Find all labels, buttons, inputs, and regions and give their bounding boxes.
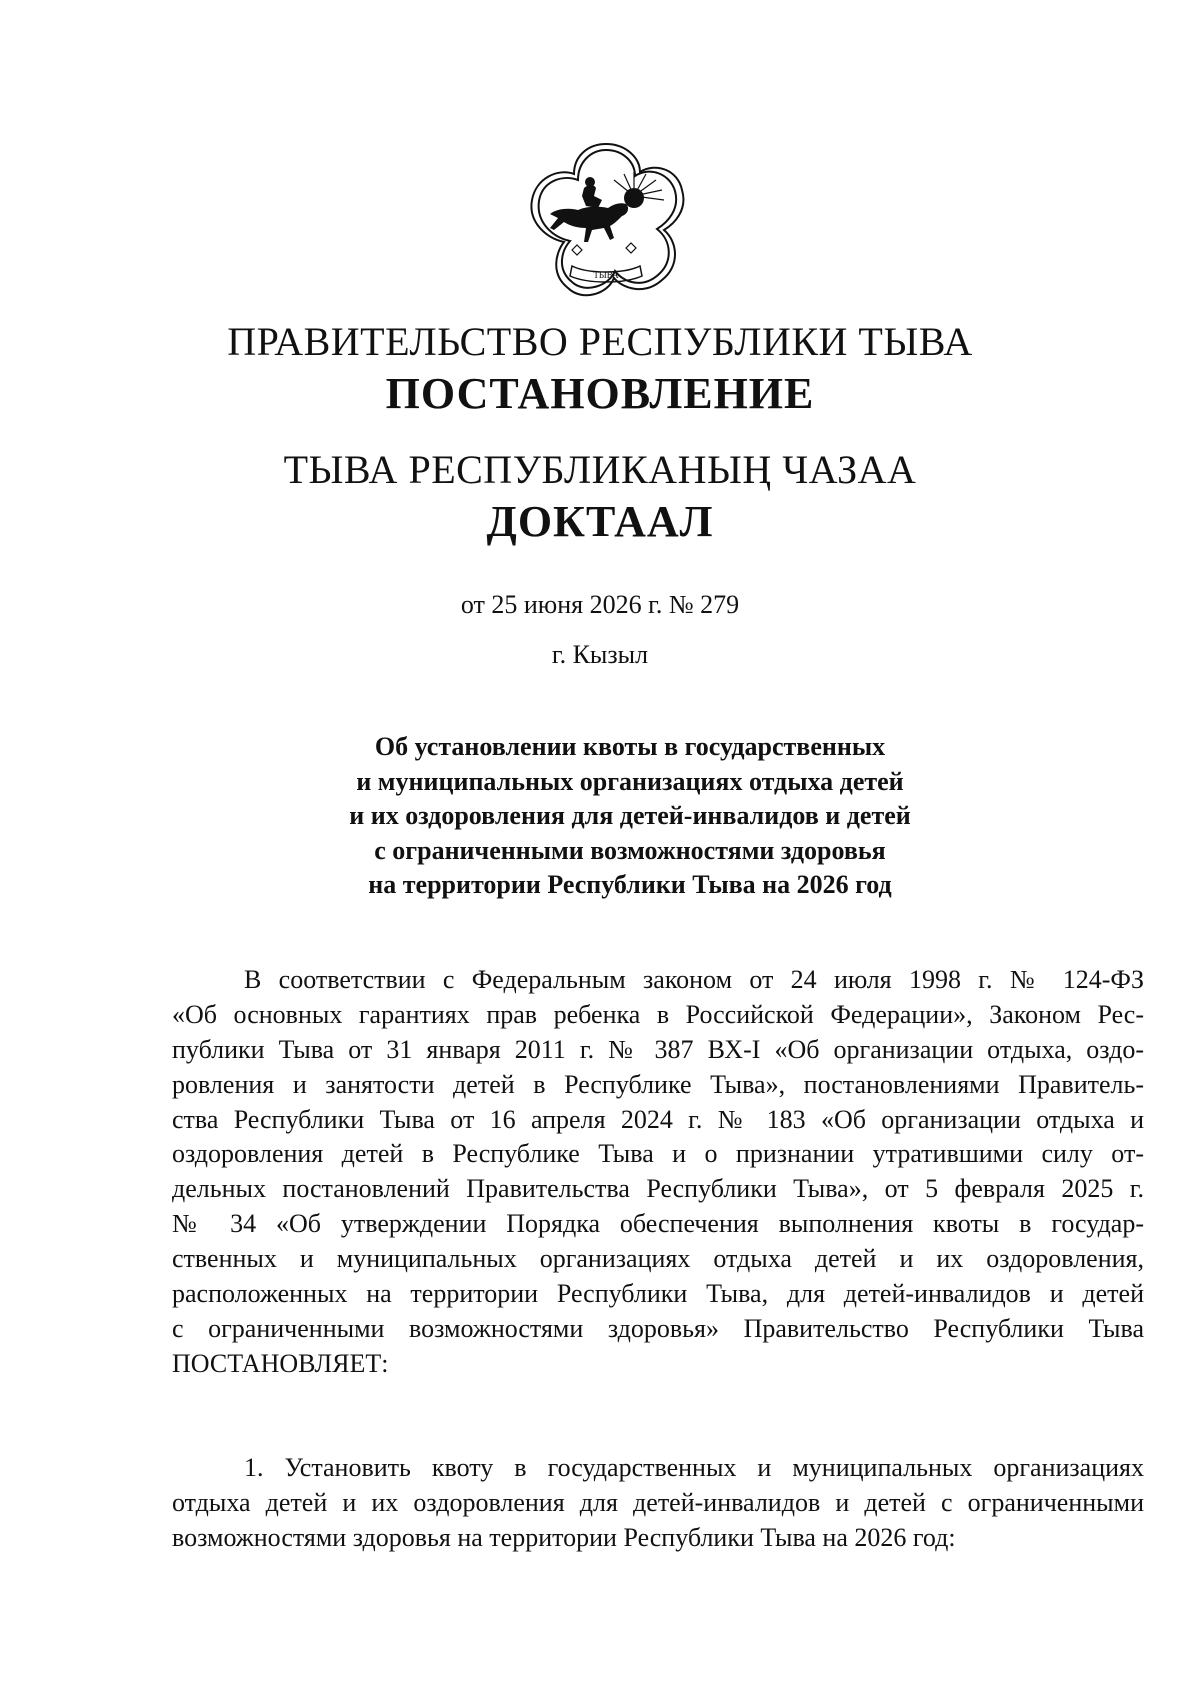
paragraph-line: возможностями здоровья на территории Республики Тыва на 2026 год: — [172, 1522, 956, 1552]
title-line: с ограниченными возможностями здоровья — [374, 835, 886, 865]
paragraph-line: ровления и занятости детей в Республике Тыва», постановлениями Правитель- — [172, 1069, 1144, 1099]
paragraph-line: оздоровления детей в Республике Тыва и о признании утратившими силу от- — [172, 1139, 1144, 1169]
title-line: на территории Республики Тыва на 2026 год — [368, 870, 892, 899]
paragraph-line: «Об основных гарантиях прав ребенка в Российской Федерации», Законом Рес- — [172, 999, 1144, 1029]
emblem-ribbon-text: ТЫВА — [593, 270, 619, 280]
coat-of-arms-of-tuva-icon — [522, 138, 690, 306]
paragraph-line: расположенных на территории Республики Тыва, для детей-инвалидов и детей — [172, 1279, 1144, 1309]
paragraph-line: 1. Установить квоту в государственных и муниципальных организациях — [244, 1453, 1144, 1482]
paragraph-line: В соответствии с Федеральным законом от 24 июля 1998 г. № 124-ФЗ — [244, 965, 1144, 994]
paragraph-line: ственных и муниципальных организациях отдыха детей и их оздоровления, — [172, 1244, 1144, 1274]
paragraph-line: публики Тыва от 31 января 2011 г. № 387 ВХ-I «Об организации отдыха, оздо- — [172, 1034, 1144, 1064]
date-and-number: от 25 июня 2026 г. № 279 — [460, 590, 740, 619]
document-title — [300, 730, 960, 903]
paragraph-line: ства Республики Тыва от 16 апреля 2024 г. № 183 «Об организации отдыха и — [172, 1104, 1144, 1134]
paragraph-line: с ограниченными возможностями здоровья» Правительство Республики Тыва — [172, 1313, 1144, 1343]
preamble-paragraph — [172, 963, 1144, 1382]
document-type-ru: ПОСТАНОВЛЕНИЕ — [385, 369, 815, 418]
title-line: и муниципальных организациях отдыха детей — [356, 766, 904, 796]
paragraph-line: дельных постановлений Правительства Республики Тыва», от 5 февраля 2025 г. — [172, 1174, 1144, 1204]
title-line: и их оздоровления для детей-инвалидов и детей — [349, 801, 911, 830]
item-1-paragraph — [172, 1451, 1144, 1556]
organization-name-tyv: ТЫВА РЕСПУБЛИКАНЫҢ ЧАЗАА — [283, 447, 917, 492]
organization-name-ru: ПРАВИТЕЛЬСТВО РЕСПУБЛИКИ ТЫВА — [227, 319, 973, 364]
document-type-tyv: ДОКТААЛ — [486, 497, 714, 546]
paragraph-line: отдыха детей и их оздоровления для детей-инвалидов и детей с ограниченными — [172, 1487, 1144, 1517]
city: г. Кызыл — [551, 640, 649, 669]
paragraph-line: ПОСТАНОВЛЯЕТ: — [172, 1348, 389, 1378]
paragraph-line: № 34 «Об утверждении Порядка обеспечения выполнения квоты в государ- — [172, 1209, 1144, 1239]
title-line: Об установлении квоты в государственных — [374, 732, 886, 761]
